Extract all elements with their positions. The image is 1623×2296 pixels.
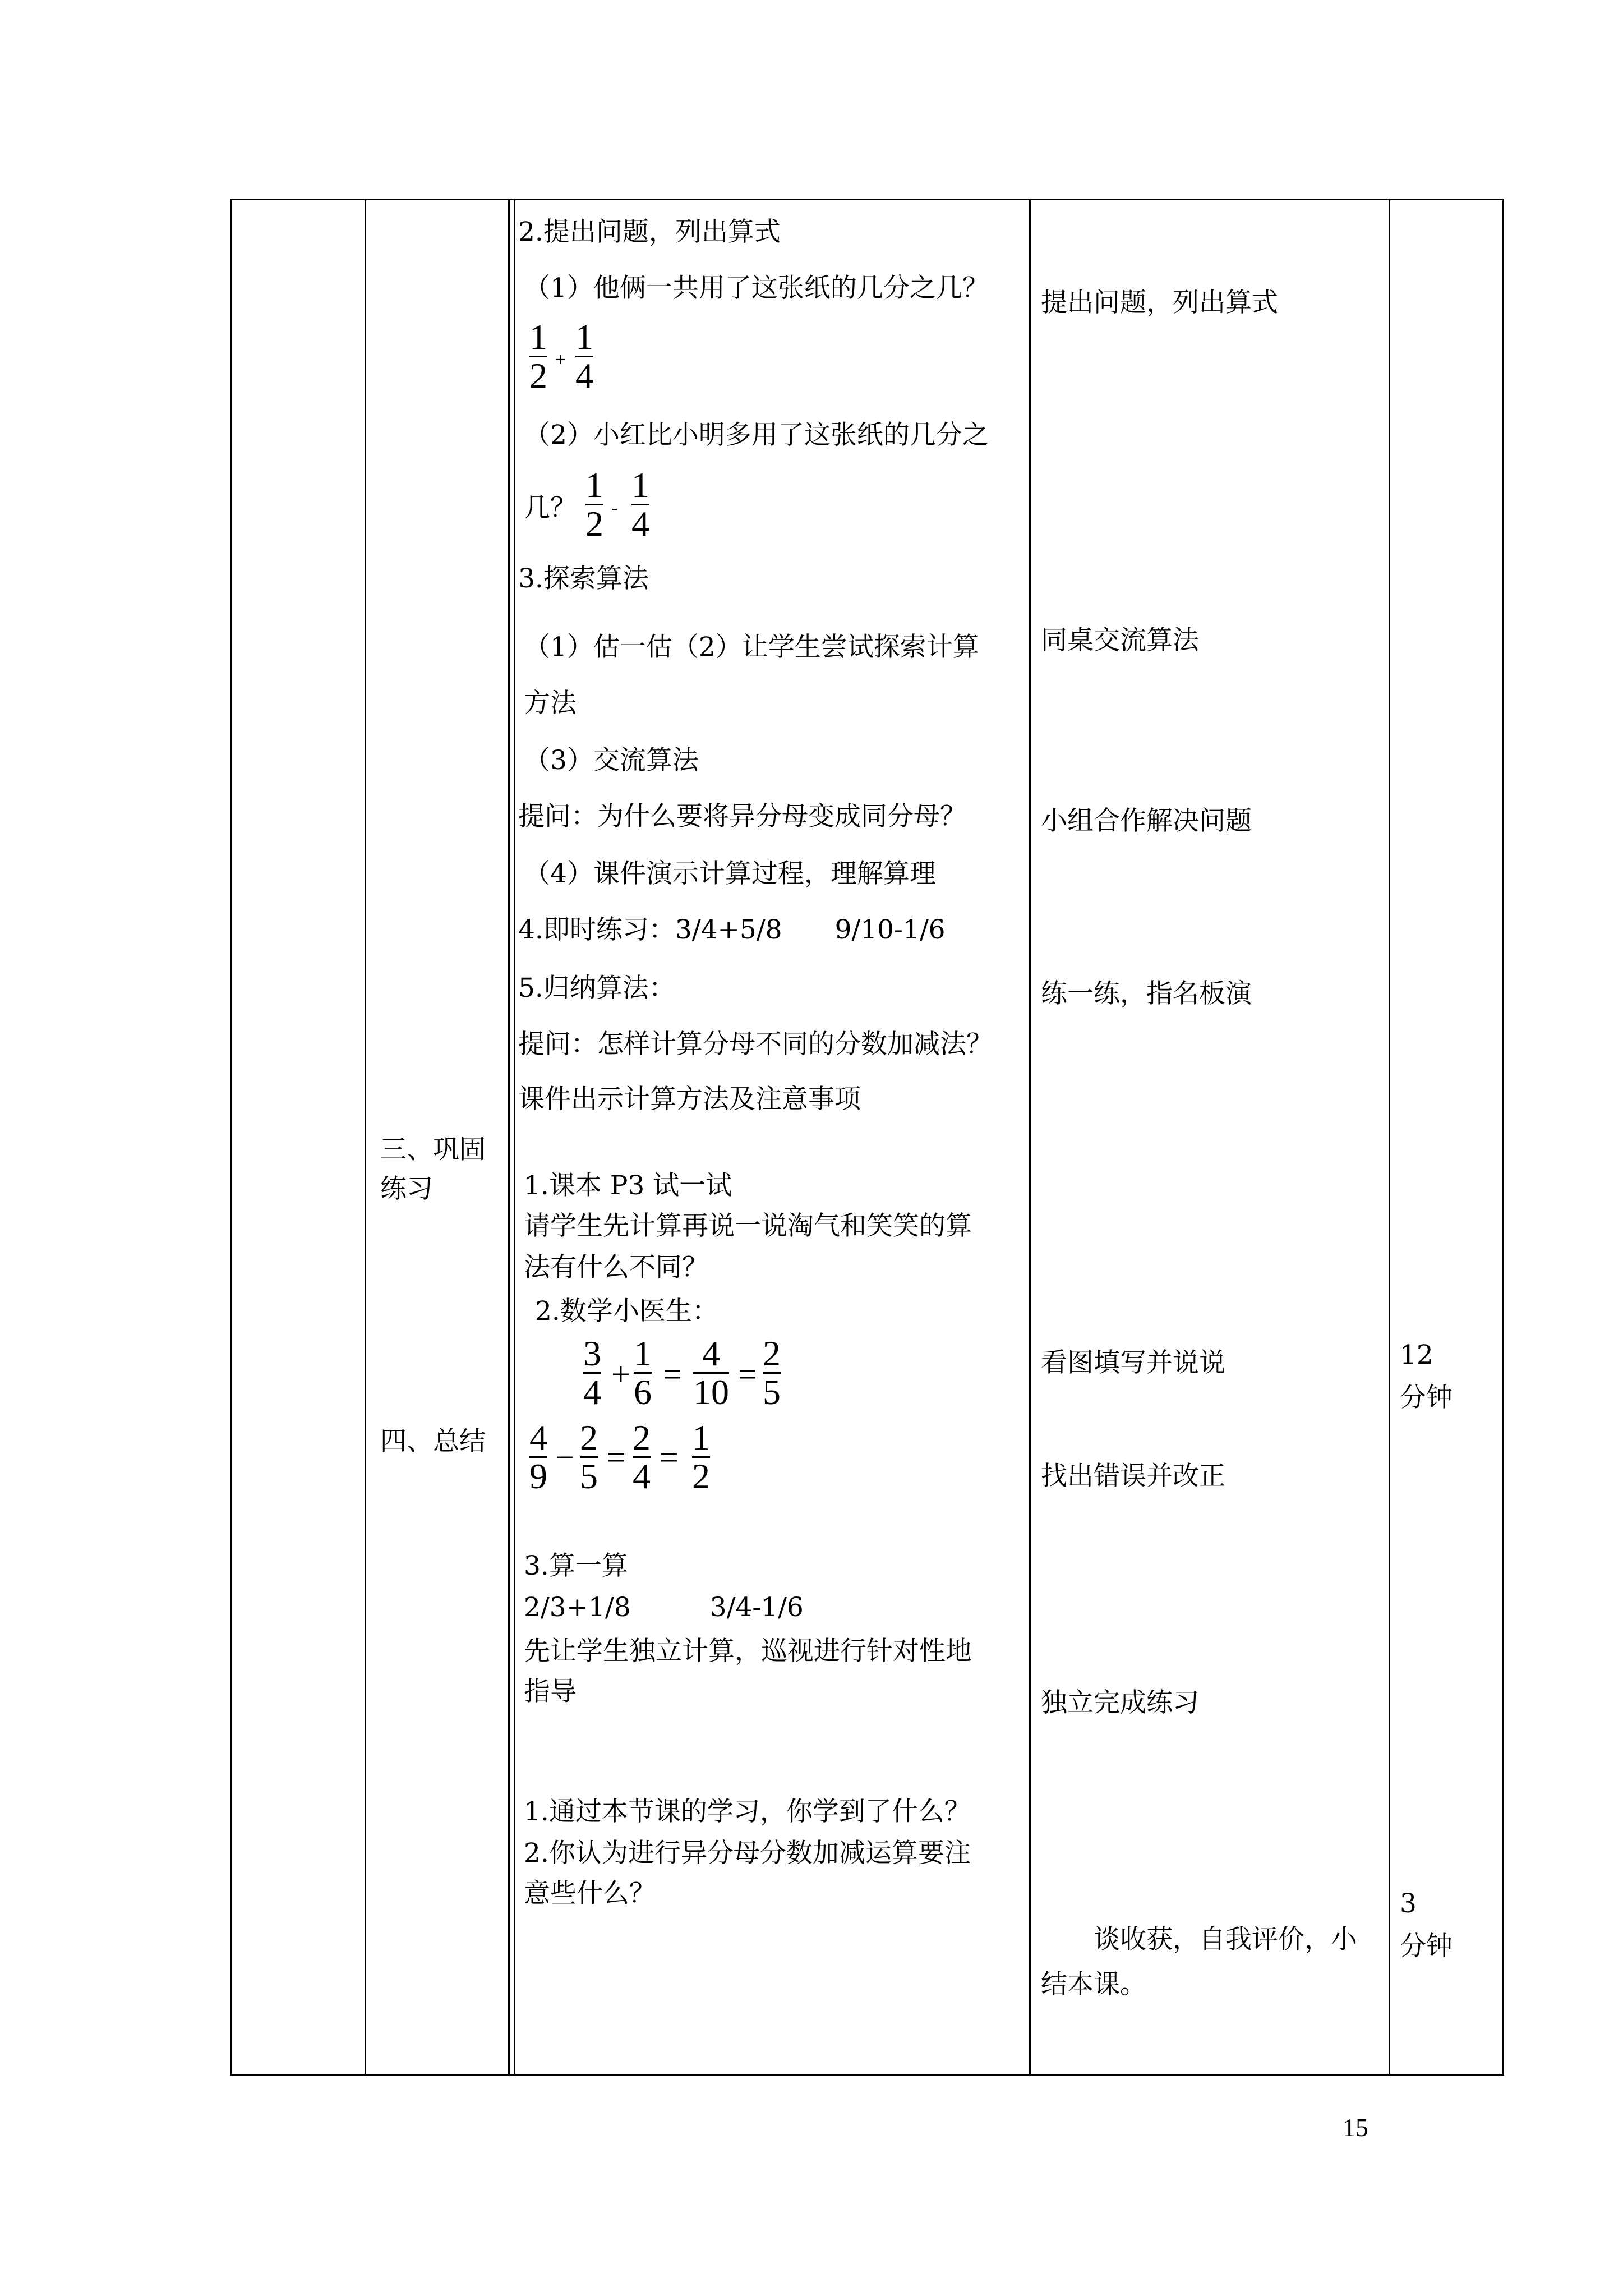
content-line: 2/3+1/8 3/4-1/6 bbox=[524, 1592, 804, 1623]
fraction: 1 2 bbox=[692, 1418, 710, 1496]
operator: + bbox=[611, 1356, 630, 1393]
content-line: 先让学生独立计算，巡视进行针对性地 bbox=[524, 1636, 972, 1667]
time-unit: 分钟 bbox=[1400, 1931, 1453, 1962]
fraction: 2 5 bbox=[580, 1418, 598, 1496]
student-activity: 看图填写并说说 bbox=[1041, 1347, 1225, 1378]
fraction: 4 10 bbox=[693, 1333, 729, 1412]
content-line: 1.通过本节课的学习，你学到了什么？ bbox=[524, 1796, 971, 1827]
time-unit: 分钟 bbox=[1400, 1382, 1453, 1413]
fraction: 4 9 bbox=[529, 1418, 547, 1496]
student-activity: 独立完成练习 bbox=[1041, 1687, 1199, 1718]
student-activity: 同桌交流算法 bbox=[1041, 625, 1199, 656]
operator: = bbox=[663, 1356, 682, 1393]
student-activity: 小组合作解决问题 bbox=[1041, 806, 1252, 836]
column-divider-double bbox=[508, 199, 515, 2076]
content-line: 5.归纳算法： bbox=[518, 973, 675, 1004]
content-line: 4.即时练习：3/4+5/8 9/10-1/6 bbox=[518, 914, 946, 945]
content-line: 3.探索算法 bbox=[518, 563, 649, 594]
content-line: （1）估一估（2）让学生尝试探索计算 bbox=[524, 632, 979, 662]
time-value: 3 bbox=[1400, 1888, 1417, 1919]
student-activity: 找出错误并改正 bbox=[1041, 1461, 1225, 1492]
content-line: （4）课件演示计算过程，理解算理 bbox=[524, 858, 936, 889]
section-title: 四、总结 bbox=[380, 1426, 486, 1457]
column-divider bbox=[1029, 199, 1031, 2076]
content-line: 指导 bbox=[524, 1676, 577, 1707]
content-line: 法有什么不同？ bbox=[524, 1252, 708, 1283]
fraction: 1 2 bbox=[529, 317, 547, 395]
student-activity: 提出问题，列出算式 bbox=[1041, 287, 1278, 318]
content-line: 2.你认为进行异分母分数加减运算要注 bbox=[524, 1838, 971, 1869]
content-line: 课件出示计算方法及注意事项 bbox=[518, 1084, 861, 1115]
content-line: 几？ bbox=[524, 493, 577, 523]
content-line: 1.课本 P3 试一试 bbox=[524, 1170, 732, 1201]
content-line: 提问：为什么要将异分母变成同分母？ bbox=[518, 801, 966, 832]
content-line: 请学生先计算再说一说淘气和笑笑的算 bbox=[524, 1211, 972, 1241]
content-line: 2.数学小医生： bbox=[535, 1296, 718, 1327]
content-line: （1）他俩一共用了这张纸的几分之几？ bbox=[524, 273, 989, 303]
time-value: 12 bbox=[1400, 1340, 1433, 1370]
column-divider bbox=[1389, 199, 1390, 2076]
operator: = bbox=[607, 1439, 626, 1476]
section-title: 练习 bbox=[380, 1174, 433, 1204]
content-line: 3.算一算 bbox=[524, 1550, 628, 1581]
content-line: 2.提出问题，列出算式 bbox=[518, 217, 781, 247]
section-title: 三、巩固 bbox=[380, 1134, 486, 1165]
fraction: 1 2 bbox=[585, 465, 603, 544]
fraction: 1 6 bbox=[634, 1333, 652, 1412]
fraction: 1 4 bbox=[631, 465, 649, 544]
student-activity: 结本课。 bbox=[1041, 1969, 1146, 2000]
content-line: （2）小红比小明多用了这张纸的几分之 bbox=[524, 420, 989, 450]
operator: − bbox=[555, 1439, 574, 1476]
operator: = bbox=[660, 1439, 679, 1476]
content-line: 方法 bbox=[524, 688, 577, 719]
fraction: 1 4 bbox=[575, 317, 593, 395]
operator: = bbox=[738, 1356, 757, 1393]
fraction: 2 4 bbox=[633, 1418, 651, 1496]
column-divider bbox=[365, 199, 366, 2076]
student-activity: 谈收获，自我评价，小 bbox=[1094, 1924, 1357, 1955]
content-line: 提问：怎样计算分母不同的分数加减法？ bbox=[518, 1029, 993, 1060]
operator: - bbox=[611, 498, 618, 518]
fraction: 2 5 bbox=[763, 1333, 781, 1412]
page-number: 15 bbox=[1343, 2113, 1368, 2142]
operator: + bbox=[555, 349, 566, 370]
content-line: 意些什么？ bbox=[524, 1878, 656, 1909]
content-line: （3）交流算法 bbox=[524, 745, 699, 776]
student-activity: 练一练，指名板演 bbox=[1041, 978, 1252, 1009]
fraction: 3 4 bbox=[583, 1333, 601, 1412]
